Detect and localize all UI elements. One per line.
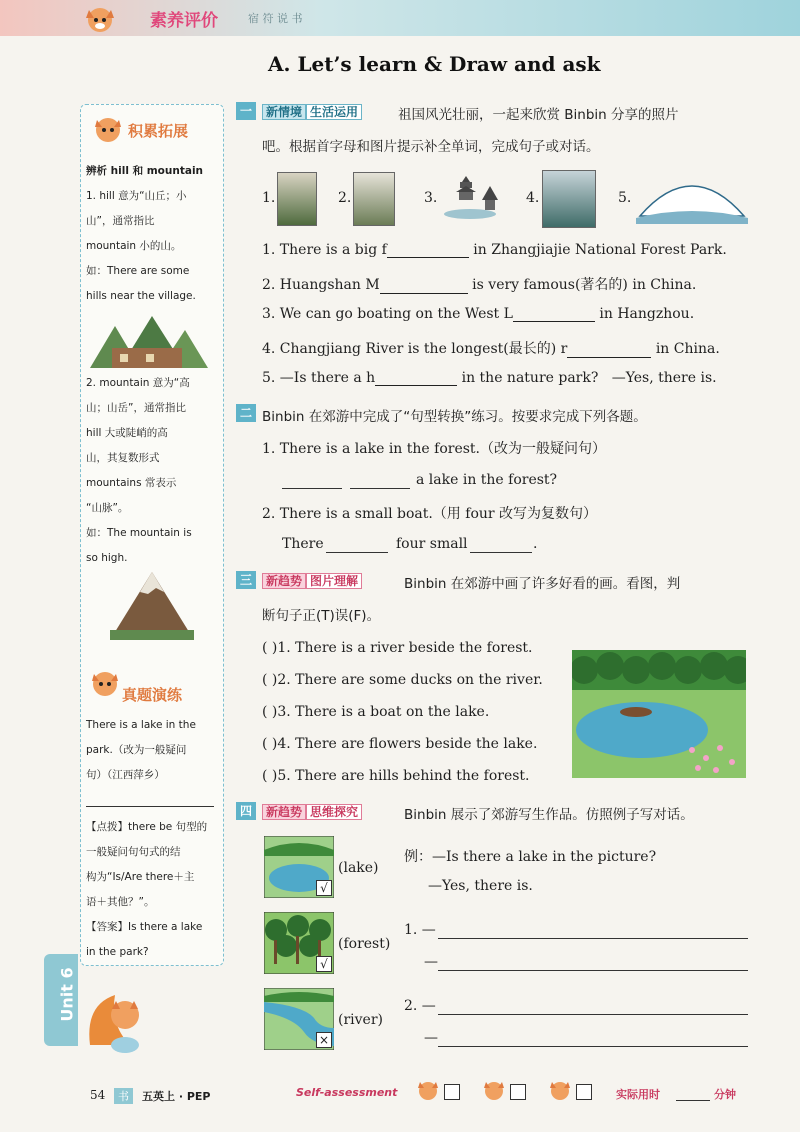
answer-mid: four small [396,536,468,552]
hills-village-illustration [90,312,208,368]
mountain-line: “山脉”。 [86,502,129,514]
tag-life-use: 生活运用 [306,104,362,120]
judge-item[interactable]: ( )5. There are hills behind the forest. [262,768,530,784]
dialog-dash: — [424,954,438,970]
cross-mark: × [316,1032,332,1048]
judge-item[interactable]: ( )3. There is a boat on the lake. [262,704,490,720]
fill-item: 5. —Is there a h in the nature park? —Yes, there is. [262,370,717,386]
tag-picture-understanding: 图片理解 [306,573,362,589]
section-number: 三 [236,571,256,589]
mountain-line: 如：The mountain is [86,527,192,539]
lake-pagoda-picture [442,176,498,220]
question: 2. There is a small boat.（用 four 改写为复数句） [262,506,598,522]
exam-line: park.（改为一般疑问 [86,744,187,756]
brand-badge: 书 [114,1088,133,1104]
fox-icon [88,666,122,700]
mountain-photo [353,172,395,226]
page-title: A. Let’s learn & Draw and ask [268,52,601,76]
section-tags [262,101,362,120]
dialog-line[interactable] [438,1046,748,1047]
answer-blank[interactable] [350,488,410,489]
fox-icon [90,112,126,146]
tag-thinking-explore: 思维探究 [306,804,362,820]
header-title: 素养评价 [150,11,218,31]
fill-item: 4. Changjiang River is the longest(最长的) r in China. [262,341,720,357]
answer-blank[interactable] [282,488,342,489]
fox-mascot [80,975,150,1055]
blank-field[interactable] [375,371,457,386]
fox-logo [80,2,120,34]
sidebar-exam-title: 真题演练 [122,686,183,704]
period: . [533,536,538,552]
answer-blank[interactable] [470,552,532,553]
blank-field[interactable] [513,307,595,322]
section1-intro: 吧。根据首字母和图片提示补全单词，完成句子或对话。 [262,139,600,155]
check-mark: √ [316,880,332,896]
picture-number: 4. [526,190,540,206]
unit-label: Unit 6 [57,967,77,1022]
fox-rating-icon [548,1078,572,1102]
hill-line: mountain 小的山。 [86,240,182,252]
blank-field[interactable] [380,279,468,294]
dialog-number: 2. — [404,998,436,1014]
forest-lake-picture [572,650,746,778]
hint-line: 【点拨】there be 句型的 [86,821,208,833]
hill-line: 如：There are some [86,265,190,277]
sketch-label: (river) [338,1012,383,1028]
example-answer: —Yes, there is. [428,878,533,894]
example-question: 例：—Is there a lake in the picture? [404,849,657,865]
hint-line: 语＋其他？”。 [86,896,155,908]
rating-checkbox[interactable] [576,1084,592,1100]
section-number: 一 [236,102,256,120]
mountain-line: 山，其复数形式 [86,452,160,464]
picture-number: 5. [618,190,632,206]
header-strip [0,0,800,36]
dialog-dash: — [424,1030,438,1046]
picture-number: 3. [424,190,438,206]
section-tags [262,570,362,589]
dialog-line[interactable] [438,970,748,971]
book-label: 五英上 · PEP [142,1090,211,1103]
dialog-number: 1. — [404,922,436,938]
blank-field[interactable] [387,243,469,258]
mountain-illustration [110,570,194,640]
answer-line-text: 【答案】Is there a lake [86,921,203,933]
tag-new-trend: 新趋势 [262,804,306,820]
answer-line[interactable] [86,806,214,807]
minutes-label: 分钟 [714,1088,736,1101]
river-photo [542,170,596,228]
tag-new-trend: 新趋势 [262,573,306,589]
fox-rating-icon [416,1078,440,1102]
sketch-label: (forest) [338,936,391,952]
check-mark: √ [316,956,332,972]
tag-new-context: 新情境 [262,104,306,120]
section-number: 四 [236,802,256,820]
section2-intro: Binbin 在郊游中完成了“句型转换”练习。按要求完成下列各题。 [262,409,647,425]
section-number: 二 [236,404,256,422]
section4-intro: Binbin 展示了郊游写生作品。仿照例子写对话。 [404,807,694,823]
hill-line: hills near the village. [86,290,196,302]
sidebar-section-title: 积累拓展 [128,122,189,140]
time-label: 实际用时 [616,1088,660,1101]
exam-line: There is a lake in the [86,719,196,731]
answer-line-text: in the park? [86,946,149,958]
page-number: 54 [90,1088,106,1102]
judge-item[interactable]: ( )1. There is a river beside the forest. [262,640,533,656]
judge-item[interactable]: ( )2. There are some ducks on the river. [262,672,543,688]
fill-item: 3. We can go boating on the West L in Hangzhou. [262,306,695,322]
exam-line: 句）（江西萍乡） [86,769,165,781]
section3-intro: Binbin 在郊游中画了许多好看的画。看图，判 [404,576,681,592]
section1-intro: 祖国风光壮丽，一起来欣赏 Binbin 分享的照片 [398,107,679,123]
picture-number: 1. [262,190,276,206]
section-tags [262,801,362,820]
question-tail: a lake in the forest? [416,472,558,488]
answer-blank[interactable] [326,552,388,553]
question: 1. There is a lake in the forest.（改为一般疑问句） [262,441,606,457]
judge-item[interactable]: ( )4. There are flowers beside the lake. [262,736,538,752]
mountain-line: 2. mountain 意为“高 [86,377,190,389]
hint-line: 构为“Is/Are there＋主 [86,871,195,883]
sidebar-topic: 辨析 hill 和 mountain [86,165,204,177]
hill-line: 山”，通常指比 [86,215,155,227]
sketch-label: (lake) [338,860,379,876]
mountain-line: mountains 常表示 [86,477,177,489]
self-assessment-label: Self-assessment [296,1086,398,1099]
fox-rating-icon [482,1078,506,1102]
time-field[interactable] [676,1100,710,1101]
hill-line: 1. hill 意为“山丘；小 [86,190,187,202]
rating-checkbox[interactable] [510,1084,526,1100]
hill-picture [636,166,748,224]
picture-number: 2. [338,190,352,206]
fill-item: 2. Huangshan M is very famous(著名的) in China. [262,277,697,293]
answer-prefix: There [282,536,324,552]
hint-line: 一般疑问句句式的结 [86,846,181,858]
dialog-line[interactable] [438,938,748,939]
mountain-line: 山；山岳”，通常指比 [86,402,186,414]
section3-intro: 断句子正(T)误(F)。 [262,608,381,624]
mountain-line: hill 大或陡峭的高 [86,427,168,439]
dialog-line[interactable] [438,1014,748,1015]
forest-photo [277,172,317,226]
mountain-line: so high. [86,552,128,564]
header-subtitle: 宿 符 说 书 [248,12,303,25]
rating-checkbox[interactable] [444,1084,460,1100]
fill-item: 1. There is a big f in Zhangjiajie National Forest Park. [262,242,727,258]
blank-field[interactable] [567,343,651,358]
